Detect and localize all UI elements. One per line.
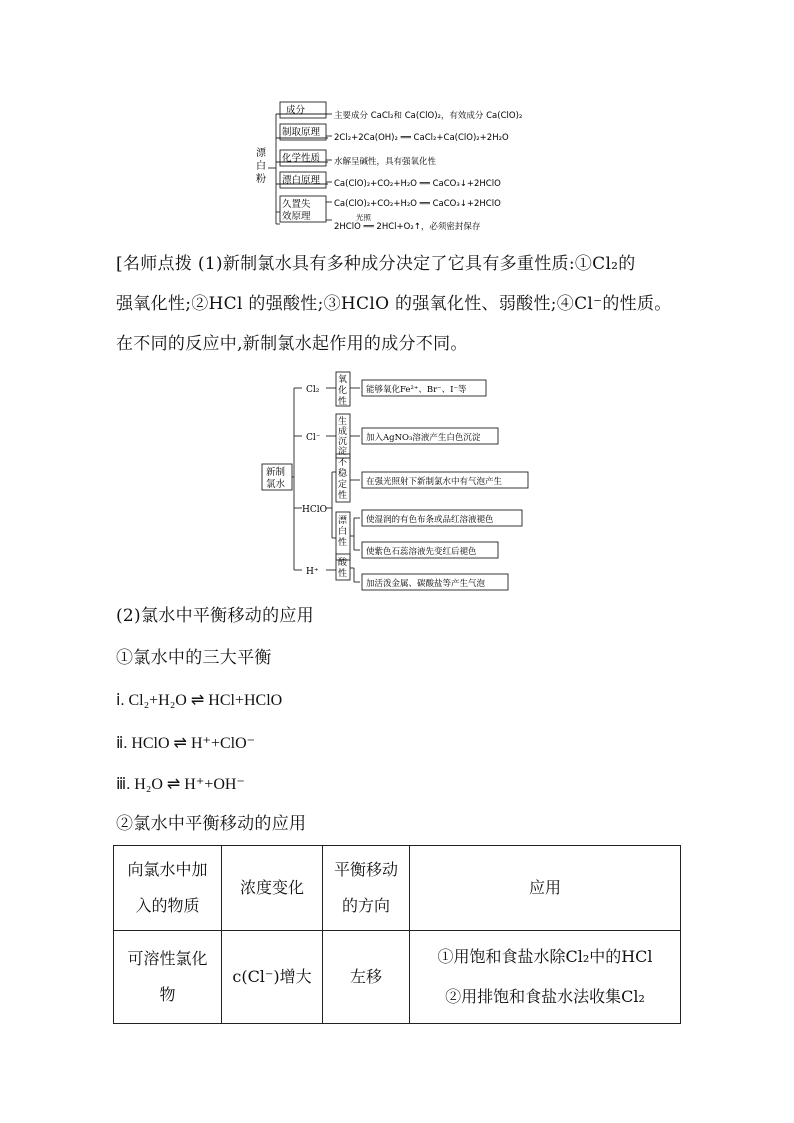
svg-text:漂: 漂 (338, 516, 348, 526)
svg-text:粉: 粉 (256, 174, 266, 185)
table-header: 应用 (410, 846, 681, 931)
svg-text:沉: 沉 (338, 437, 348, 447)
equilibrium-2 (116, 733, 255, 753)
diagram1-label: 漂白原理 (282, 175, 321, 186)
eq-text: Cl₂+H₂O ⇌ HCl+HClO (128, 692, 283, 709)
diagram1-label: 效原理 (282, 211, 311, 222)
table-header: 向氯水中加入的物质 (114, 846, 222, 931)
eq-number: ⅲ. (116, 776, 131, 793)
table-header: 浓度变化 (222, 846, 323, 931)
diagram1-label: 化学性质 (282, 153, 321, 164)
svg-text:性: 性 (338, 538, 348, 548)
diagram1-text: 2Cl₂+2Ca(OH)₂ ══ CaCl₂+Ca(ClO)₂+2H₂O (334, 133, 509, 143)
table-cell: c(Cl⁻)增大 (222, 931, 323, 1024)
svg-text:白: 白 (338, 527, 348, 537)
result-text: 在强光照射下新制氯水中有气泡产生 (366, 477, 503, 487)
chlorine-water-diagram (258, 370, 534, 596)
svg-text:稳: 稳 (338, 469, 348, 479)
diagram1-text: 水解呈碱性，具有强氧化性 (334, 157, 437, 167)
svg-text:白: 白 (256, 161, 266, 172)
application-1: ①用饱和食盐水除Cl₂中的HCl (437, 947, 653, 966)
svg-text:淀: 淀 (338, 447, 348, 457)
section2-title: (2)氯水中平衡移动的应用 (116, 606, 314, 626)
diagram1-text: Ca(ClO)₂+CO₂+H₂O ══ CaCO₃↓+2HClO (334, 199, 501, 209)
section2-sub1: ①氯水中的三大平衡 (116, 648, 272, 668)
svg-text:成: 成 (338, 427, 348, 437)
result-text: 使紫色石蕊溶液先变红后褪色 (366, 547, 477, 557)
component-h-ion: H⁺ (306, 567, 319, 577)
equilibrium-3 (116, 774, 245, 794)
result-text: 能够氧化Fe²⁺、Br⁻、I⁻等 (366, 385, 467, 395)
diagram1-label: 成分 (286, 105, 306, 116)
table-header-row (114, 846, 681, 931)
svg-text:氯水: 氯水 (266, 479, 286, 490)
tip-line-2: 强氧化性;②HCl 的强酸性;③HClO 的强氧化性、弱酸性;④Cl⁻的性质。 (116, 294, 672, 314)
diagram1-label: 制取原理 (282, 127, 321, 138)
svg-text:酸: 酸 (338, 558, 348, 568)
diagram1-text: 主要成分 CaCl₂和 Ca(ClO)₂，有效成分 Ca(ClO)₂ (334, 111, 523, 121)
equilibrium-table (113, 845, 681, 1024)
eq-number: ⅰ. (116, 692, 125, 709)
tip-line-3: 在不同的反应中,新制氯水起作用的成分不同。 (116, 334, 468, 354)
svg-text:性: 性 (338, 569, 348, 579)
svg-text:定: 定 (338, 480, 348, 490)
svg-text:新制: 新制 (266, 467, 286, 478)
eq-text: H₂O ⇌ H⁺+OH⁻ (134, 776, 245, 793)
component-cl2: Cl₂ (306, 385, 320, 395)
bleaching-powder-diagram (248, 96, 548, 241)
diagram1-root: 漂 (256, 148, 266, 159)
table-cell: 可溶性氯化物 (114, 931, 222, 1024)
table-header: 平衡移动的方向 (323, 846, 410, 931)
result-text: 加活泼金属、碳酸盐等产生气泡 (366, 579, 486, 589)
diagram1-text: Ca(ClO)₂+CO₂+H₂O ══ CaCO₃↓+2HClO (334, 179, 501, 189)
result-text: 加入AgNO₃溶液产生白色沉淀 (366, 433, 481, 443)
table-cell (410, 931, 681, 1024)
diagram1-condition: 光照 (356, 213, 371, 222)
svg-text:性: 性 (338, 491, 348, 501)
application-2: ②用排饱和食盐水法收集Cl₂ (445, 987, 645, 1006)
section2-sub2: ②氯水中平衡移动的应用 (116, 814, 307, 834)
svg-text:化: 化 (338, 386, 348, 396)
equilibrium-1 (116, 690, 282, 710)
svg-text:性: 性 (338, 397, 348, 407)
tip-line-1: [名师点拨 (1)新制氯水具有多种成分决定了它具有多重性质:①Cl₂的 (116, 254, 636, 274)
table-row (114, 931, 681, 1024)
eq-number: ⅱ. (116, 735, 128, 752)
svg-text:不: 不 (338, 458, 348, 468)
component-cl-ion: Cl⁻ (306, 433, 321, 443)
table-cell: 左移 (323, 931, 410, 1024)
diagram1-text: 2HClO ══ 2HCl+O₂↑，必须密封保存 (334, 222, 481, 232)
component-hclo: HClO (302, 505, 327, 515)
svg-text:生: 生 (338, 417, 348, 427)
diagram1-label: 久置失 (282, 199, 311, 210)
eq-text: HClO ⇌ H⁺+ClO⁻ (131, 735, 256, 752)
svg-text:氧: 氧 (338, 375, 348, 385)
result-text: 使湿润的有色布条或品红溶液褪色 (366, 515, 494, 525)
